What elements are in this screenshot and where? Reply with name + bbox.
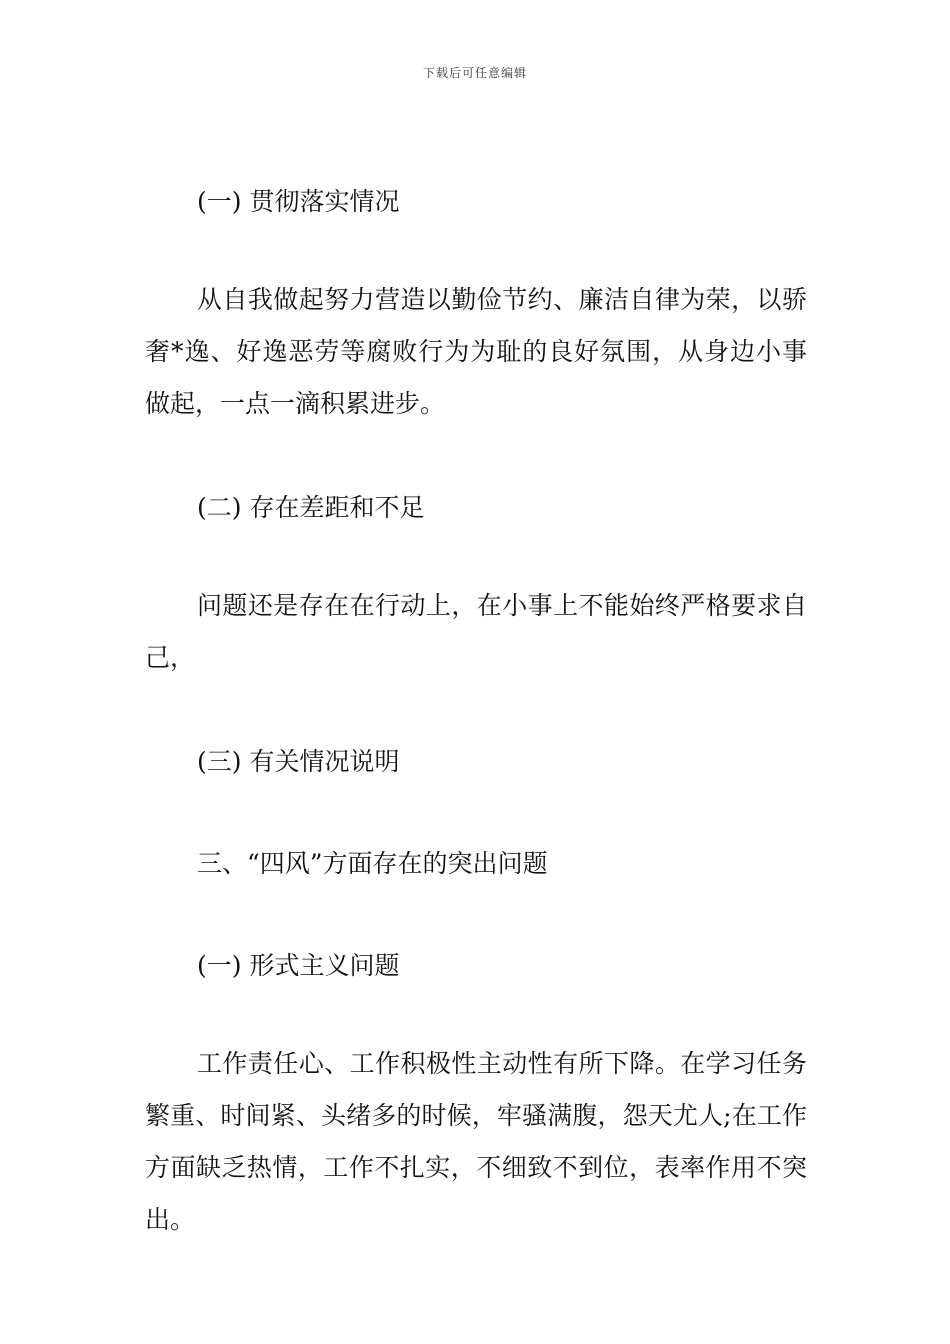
section1-heading: (一) 贯彻落实情况 <box>197 187 400 216</box>
spacer <box>145 684 807 738</box>
part3-heading: 三、“四风”方面存在的突出问题 <box>197 849 548 878</box>
spacer <box>145 430 807 484</box>
spacer <box>145 990 807 1038</box>
spacer <box>145 786 807 840</box>
section3-heading: (三) 有关情况说明 <box>197 747 400 776</box>
spacer <box>145 888 807 942</box>
spacer <box>145 226 807 274</box>
document-content <box>145 178 807 1246</box>
section2-heading: (二) 存在差距和不足 <box>197 493 425 522</box>
header-note: 下载后可任意编辑 <box>422 66 527 80</box>
spacer <box>145 532 807 580</box>
section2-body: 问题还是存在在行动上，在小事上不能始终严格要求自己， <box>145 591 807 672</box>
section1-body: 从自我做起努力营造以勤俭节约、廉洁自律为荣，以骄奢*逸、好逸恶劳等腐败行为为耻的良好氛围，从身边小事做起，一点一滴积累进步。 <box>145 285 807 418</box>
part3-sub1-body: 工作责任心、工作积极性主动性有所下降。在学习任务繁重、时间紧、头绪多的时候，牢骚满腹，怨天尤人;在工作方面缺乏热情，工作不扎实，不细致不到位，表率作用不突出。 <box>145 1049 807 1234</box>
part3-sub1-heading: (一) 形式主义问题 <box>197 951 400 980</box>
